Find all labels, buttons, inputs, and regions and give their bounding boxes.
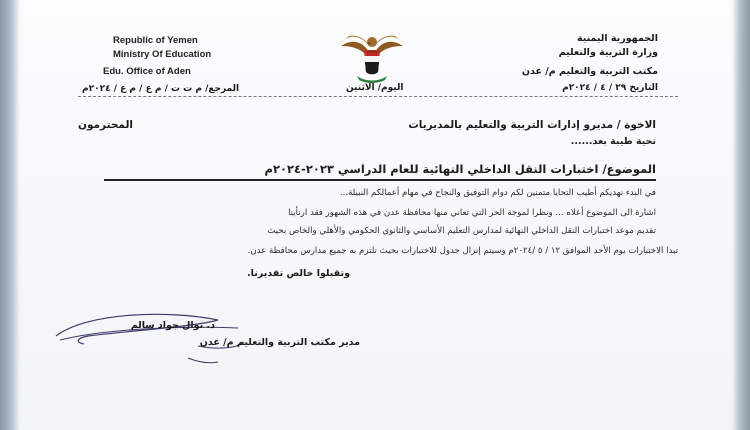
- header-ref-line: المرجع/ م ت ت / م ع / م ع / ٢٠٢٤م: [82, 84, 240, 94]
- header-day: اليوم/ الاثنين: [346, 83, 404, 93]
- header-office-en: Edu. Office of Aden: [103, 66, 191, 77]
- scan-edge-right: [732, 0, 750, 430]
- header-office-ar: مكتب التربية والتعليم م/ عدن: [521, 66, 658, 77]
- addressee-honorific: المحترمون: [78, 119, 134, 131]
- subject-underline: [104, 179, 656, 181]
- scan-edge-left: [0, 0, 20, 430]
- header-republic-ar: الجمهورية اليمنية: [577, 33, 658, 44]
- addressee-line: الاخوة / مديرو إدارات التربية والتعليم بالمديريات: [408, 119, 656, 131]
- body-line-1: في البدء نهديكم أطيب التحايا متمنين لكم دوام التوفيق والنجاح في مهام أعمالكم النبيلة...: [339, 188, 656, 198]
- body-line-4: تبدا الاختبارات يوم الأحد الموافق ١٢ / ٥ /٢٠٢٤م وسيتم إنزال جدول للاختبارات بحيث تلتزم به جميع مدارس محافظة عدن.: [247, 246, 678, 256]
- header-ministry-en: Ministry Of Education: [113, 49, 212, 60]
- closing-line: وتقبلوا خالص تقديرنا.: [247, 268, 350, 279]
- header-ministry-ar: وزارة التربية والتعليم: [558, 47, 658, 58]
- body-line-3: تقديم موعد اختبارات النقل الداخلي النهائية لمدارس التعليم الأساسي والثانوي الحكومي والأهلي والخاص بحيث: [267, 226, 656, 236]
- yemen-eagle-emblem-icon: [337, 26, 407, 86]
- header-republic-en: Republic of Yemen: [113, 35, 198, 46]
- header-divider: [78, 96, 678, 98]
- body-line-2: اشارة الى الموضوع أعلاه ... ونظرا لموجة الحر التي تعاني منها محافظة عدن في هذه الشهور فقد ارتأينا: [288, 208, 656, 218]
- greeting-line: تحية طيبة بعد......: [570, 136, 656, 147]
- signatory-title: مدير مكتب التربية والتعليم م/ عدن: [199, 337, 360, 348]
- signatory-name: د. نوال جواد سالم: [130, 320, 215, 331]
- subject-line: الموضوع/ اختبارات النقل الداخلي النهائية للعام الدراسي ٢٠٢٣-٢٠٢٤م: [264, 162, 656, 176]
- header-date-line: التاريخ ٢٩ / ٤ / ٢٠٢٤م: [562, 83, 658, 93]
